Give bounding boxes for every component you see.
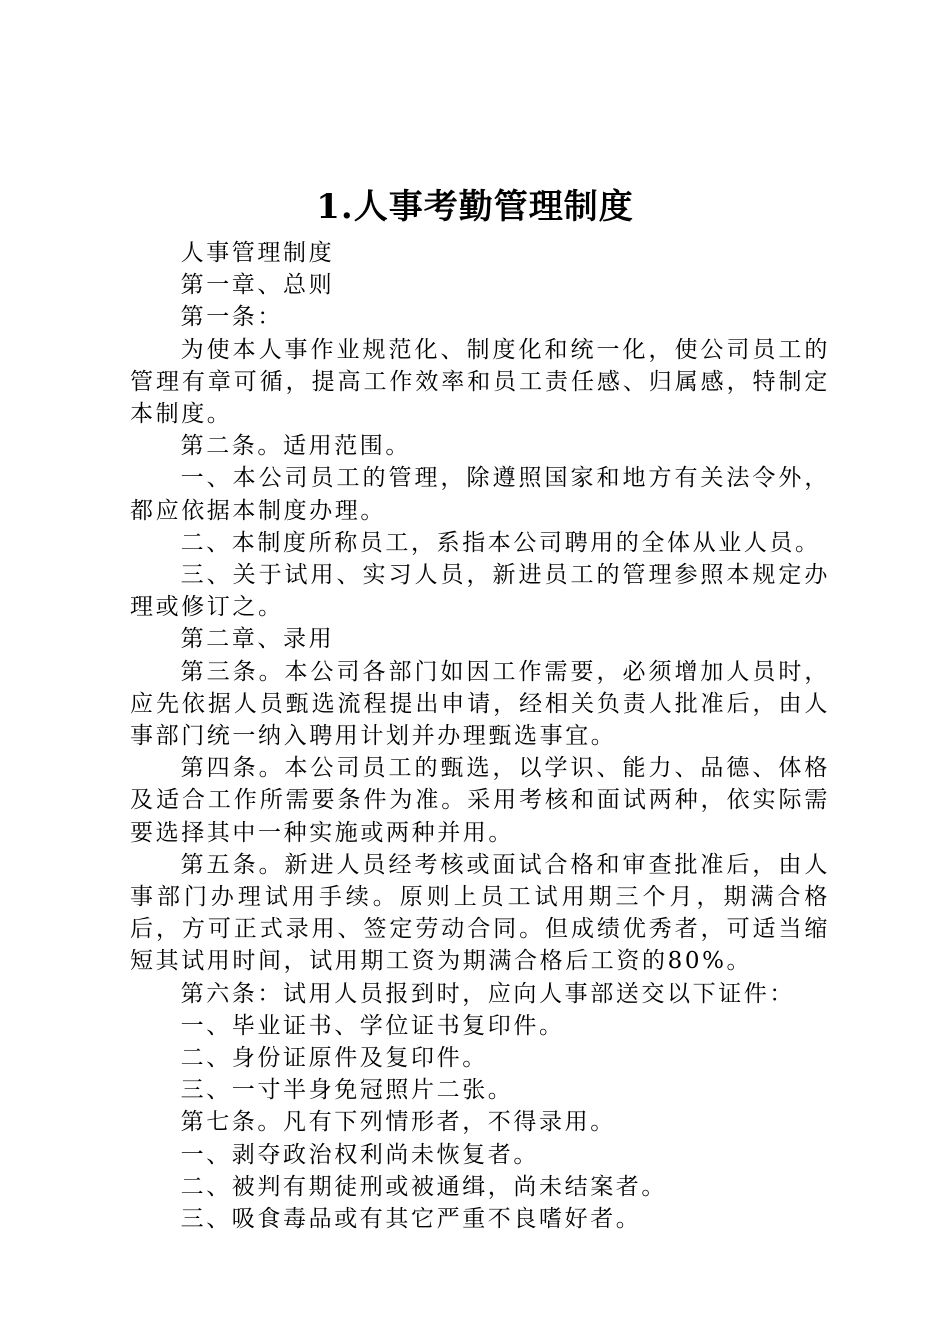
- chapter-heading: 第二章、录用: [180, 626, 335, 653]
- article-heading: 第一条：: [180, 304, 283, 331]
- list-item: 一、剥夺政治权利尚未恢复者。: [180, 1141, 539, 1168]
- chapter-heading: 第一章、总则: [180, 272, 335, 299]
- list-item: 一、毕业证书、学位证书复印件。: [180, 1012, 565, 1039]
- list-item: 一、本公司员工的管理，除遵照国家和地方有关法令外，都应依据本制度办理。: [130, 465, 830, 524]
- paragraph: 第六条：试用人员报到时，应向人事部送交以下证件：: [180, 980, 795, 1007]
- list-item: 三、吸食毒品或有其它严重不良嗜好者。: [180, 1206, 642, 1233]
- paragraph: 第三条。本公司各部门如因工作需要，必须增加人员时，应先依据人员甄选流程提出申请，经相关负责人批准后，由人事部门统一纳入聘用计划并办理甄选事宜。: [130, 658, 830, 750]
- paragraph: 为使本人事作业规范化、制度化和统一化，使公司员工的管理有章可循，提高工作效率和员工责任感、归属感，特制定本制度。: [130, 336, 830, 428]
- list-item: 三、关于试用、实习人员，新进员工的管理参照本规定办理或修订之。: [130, 562, 830, 621]
- list-item: 二、本制度所称员工，系指本公司聘用的全体从业人员。: [180, 529, 821, 556]
- list-item: 三、一寸半身免冠照片二张。: [180, 1077, 514, 1104]
- document-body: [130, 237, 830, 1235]
- document-title: 1.人事考勤管理制度: [316, 187, 634, 227]
- paragraph: 第七条。凡有下列情形者，不得录用。: [180, 1109, 616, 1136]
- list-item: 二、身份证原件及复印件。: [180, 1045, 488, 1072]
- paragraph: 第五条。新进人员经考核或面试合格和审查批准后，由人事部门办理试用手续。原则上员工试用期三个月，期满合格后，方可正式录用、签定劳动合同。但成绩优秀者，可适当缩短其试用时间，试用期工资为期满合格后工资的80%。: [130, 851, 830, 975]
- article-heading: 第二条。适用范围。: [180, 433, 411, 460]
- paragraph: 第四条。本公司员工的甄选，以学识、能力、品德、体格及适合工作所需要条件为准。采用考核和面试两种，依实际需要选择其中一种实施或两种并用。: [130, 755, 830, 846]
- list-item: 二、被判有期徒刑或被通缉，尚未结案者。: [180, 1173, 667, 1200]
- paragraph: 人事管理制度: [180, 240, 335, 266]
